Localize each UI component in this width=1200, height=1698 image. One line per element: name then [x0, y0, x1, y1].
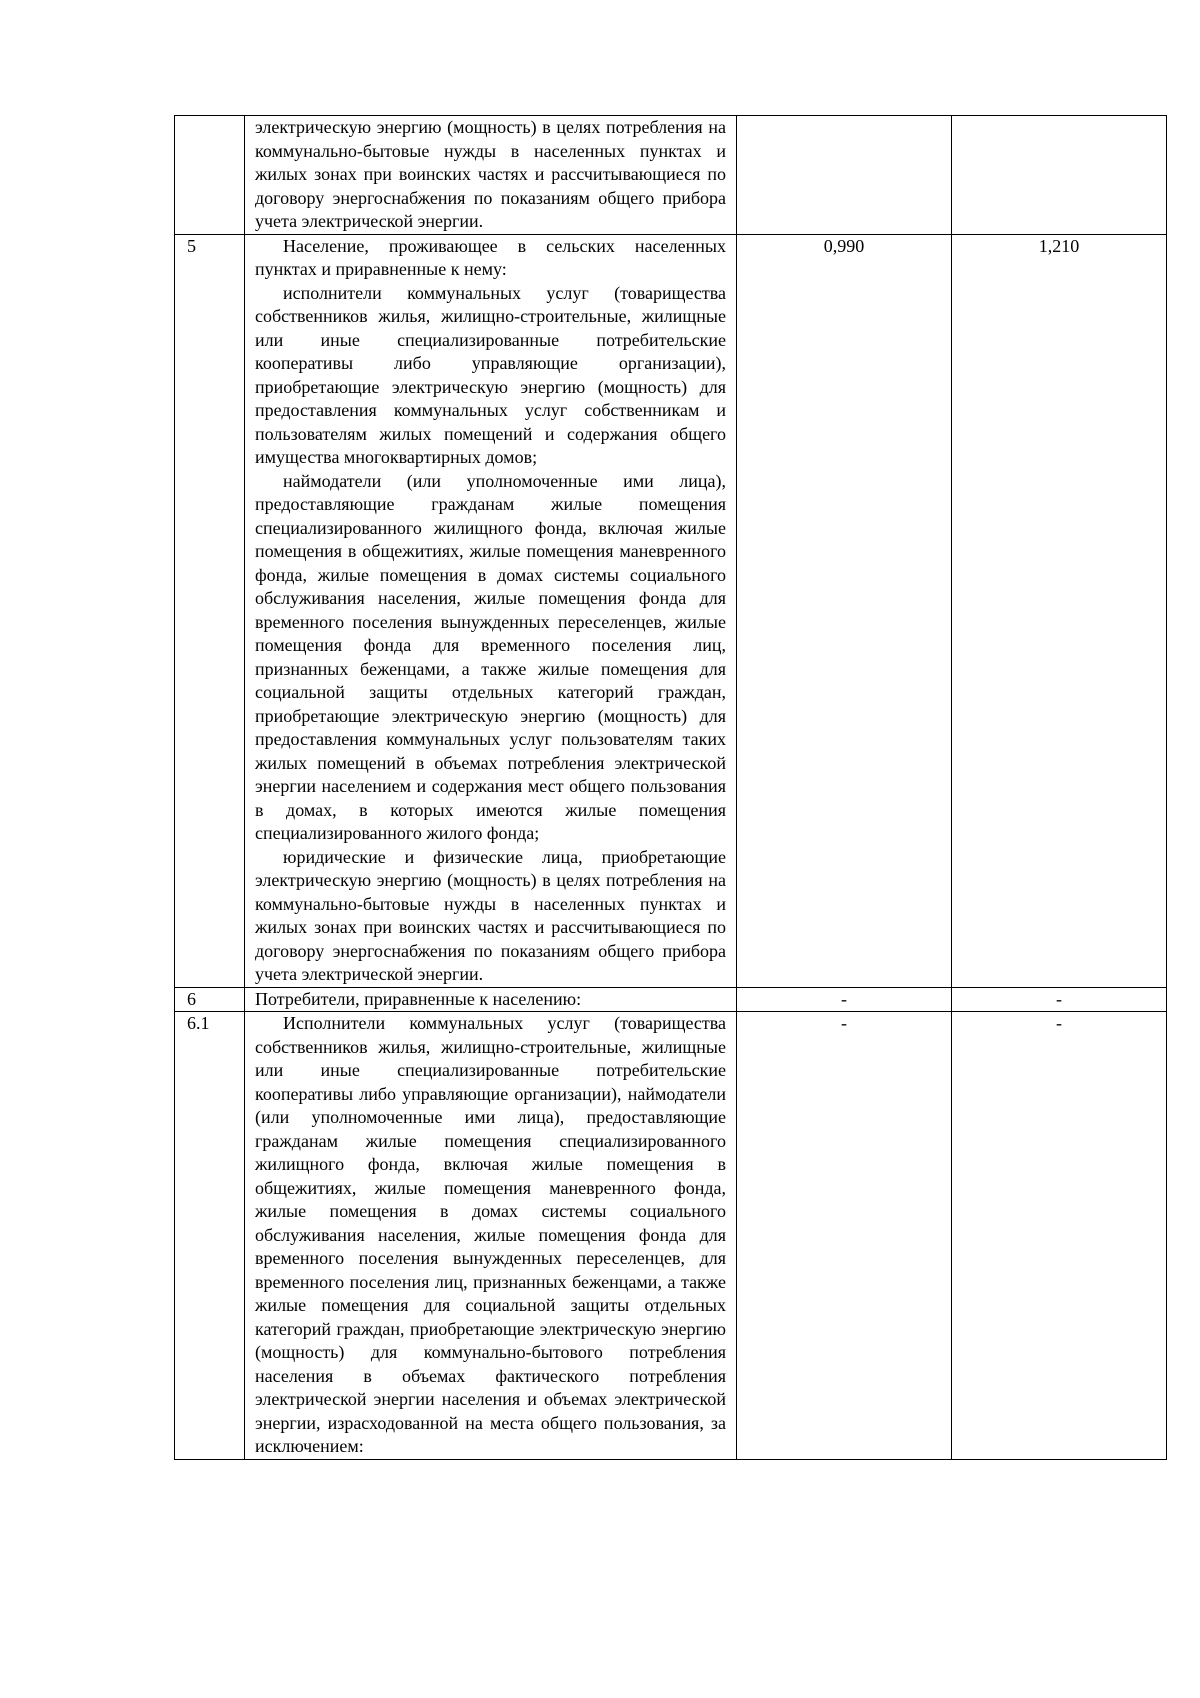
table-row: [175, 1012, 1167, 1460]
description-paragraph: юридические и физические лица, приобретающие электрическую энергию (мощность) в целях потребления на коммунально-бытовые нужды в населенных пунктах и жилых зонах при воинских частях и рассчитывающиеся по договору энергоснабжения по показаниям общего прибора учета электрической энергии.: [255, 846, 726, 984]
table-row: [175, 234, 1167, 987]
description-paragraph: исполнители коммунальных услуг (товарищества собственников жилья, жилищно-строительные, жилищные или иные специализированные потребительские кооперативы либо управляющие организации), приобретающие электрическую энергию (мощность) для предоставления коммунальных услуг собственникам и пользователям жилых помещений и содержания общего имущества многоквартирных домов;: [255, 282, 726, 467]
description-paragraph: Потребители, приравненные к населению:: [255, 988, 582, 1009]
row-number: [175, 116, 245, 235]
row-number: 5: [175, 234, 245, 987]
description-paragraph: электрическую энергию (мощность) в целях потребления на коммунально-бытовые нужды в населенных пунктах и жилых зонах при воинских частях и рассчитывающиеся по договору энергоснабжения по показаниям общего прибора учета электрической энергии.: [255, 117, 726, 231]
tariff-table: [174, 115, 1167, 1460]
row-number: 6: [175, 987, 245, 1012]
value-column-1: -: [737, 987, 952, 1012]
row-description: [245, 234, 737, 987]
value-column-1: [737, 116, 952, 235]
value-column-1: -: [737, 1012, 952, 1460]
value-column-2: 1,210: [952, 234, 1167, 987]
row-description: [245, 1012, 737, 1460]
value-column-2: -: [952, 987, 1167, 1012]
value-column-1: 0,990: [737, 234, 952, 987]
value-column-2: [952, 116, 1167, 235]
table-row: [175, 987, 1167, 1012]
value-column-2: -: [952, 1012, 1167, 1460]
row-description: [245, 116, 737, 235]
description-paragraph: наймодатели (или уполномоченные ими лица), предоставляющие гражданам жилые помещения специализированного жилищного фонда, включая жилые помещения в общежитиях, жилые помещения маневренного фонда, жилые помещения в домах системы социального обслуживания населения, жилые помещения фонда для временного поселения вынужденных переселенцев, жилые помещения фонда для временного поселения лиц, признанных беженцами, а также жилые помещения для социальной защиты отдельных категорий граждан, приобретающие электрическую энергию (мощность) для предоставления коммунальных услуг пользователям таких жилых помещений в объемах потребления электрической энергии населением и содержания мест общего пользования в домах, в которых имеются жилые помещения специализированного жилого фонда;: [255, 470, 726, 843]
row-number: 6.1: [175, 1012, 245, 1460]
table-row: [175, 116, 1167, 235]
description-paragraph: Исполнители коммунальных услуг (товарищества собственников жилья, жилищно-строительные, жилищные или иные специализированные потребительские кооперативы либо управляющие организации), наймодатели (или уполномоченные ими лица), предоставляющие гражданам жилые помещения специализированного жилищного фонда, включая жилые помещения в общежитиях, жилые помещения маневренного фонда, жилые помещения в домах системы социального обслуживания населения, жилые помещения фонда для временного поселения вынужденных переселенцев, для временного поселения лиц, признанных беженцами, а также жилые помещения для социальной защиты отдельных категорий граждан, приобретающие электрическую энергию (мощность) для коммунально-бытового потребления населения в объемах фактического потребления электрической энергии населения и объемах электрической энергии, израсходованной на места общего пользования, за исключением:: [255, 1013, 726, 1456]
description-paragraph: Население, проживающее в сельских населенных пунктах и приравненные к нему:: [255, 235, 726, 279]
row-description: [245, 987, 737, 1012]
